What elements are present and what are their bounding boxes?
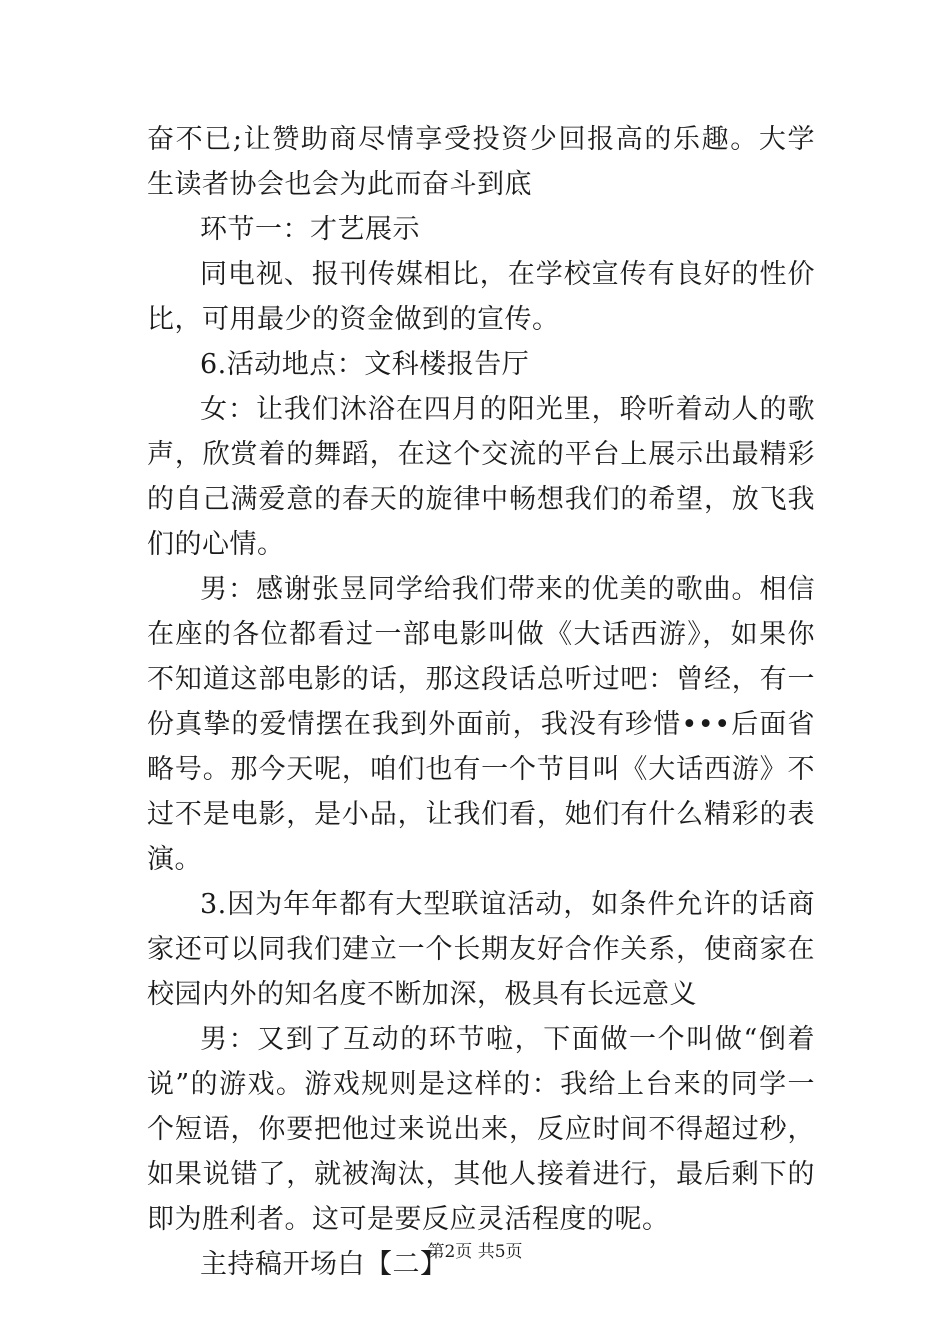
paragraph-male-host-game: 男：又到了互动的环节啦，下面做一个叫做“倒着说”的游戏。游戏规则是这样的：我给上台来的同学一个短语，你要把他过来说出来，反应时间不得超过秒，如果说错了，就被淘汰，其他人接着进行，最后剩下的即为胜利者。这可是要反应灵活程度的呢。 xyxy=(147,1024,815,1235)
paragraph-male-host-skit: 男：感谢张昱同学给我们带来的优美的歌曲。相信在座的各位都看过一部电影叫做《大话西游》，如果你不知道这部电影的话，那这段话总听过吧：曾经，有一份真挚的爱情摆在我到外面前，我没有珍惜•••后面省略号。那今天呢，咱们也有一个节目叫《大话西游》不过不是电影，是小品，让我们看，她们有什么精彩的表演。 xyxy=(147,574,815,875)
section-heading: 主持稿开场白【二】 xyxy=(200,1249,448,1280)
paragraph-continuation: 奋不已;让赞助商尽情享受投资少回报高的乐趣。大学生读者协会也会为此而奋斗到底 xyxy=(147,124,815,200)
paragraph-section-one: 环节一：才艺展示 xyxy=(200,214,420,245)
paragraph-publicity: 同电视、报刊传媒相比，在学校宣传有良好的性价比，可用最少的资金做到的宣传。 xyxy=(147,259,815,335)
paragraph-partnership: 3.因为年年都有大型联谊活动，如条件允许的话商家还可以同我们建立一个长期友好合作关系，使商家在校园内外的知名度不断加深，极具有长远意义 xyxy=(147,889,815,1010)
page-number-footer: 第2页 共5页 xyxy=(427,1242,523,1262)
paragraph-venue: 6.活动地点：文科楼报告厅 xyxy=(200,349,530,380)
paragraph-female-host: 女：让我们沐浴在四月的阳光里，聆听着动人的歌声，欣赏着的舞蹈，在这个交流的平台上展示出最精彩的自己满爱意的春天的旋律中畅想我们的希望，放飞我们的心情。 xyxy=(147,394,815,560)
document-body xyxy=(147,117,815,1287)
